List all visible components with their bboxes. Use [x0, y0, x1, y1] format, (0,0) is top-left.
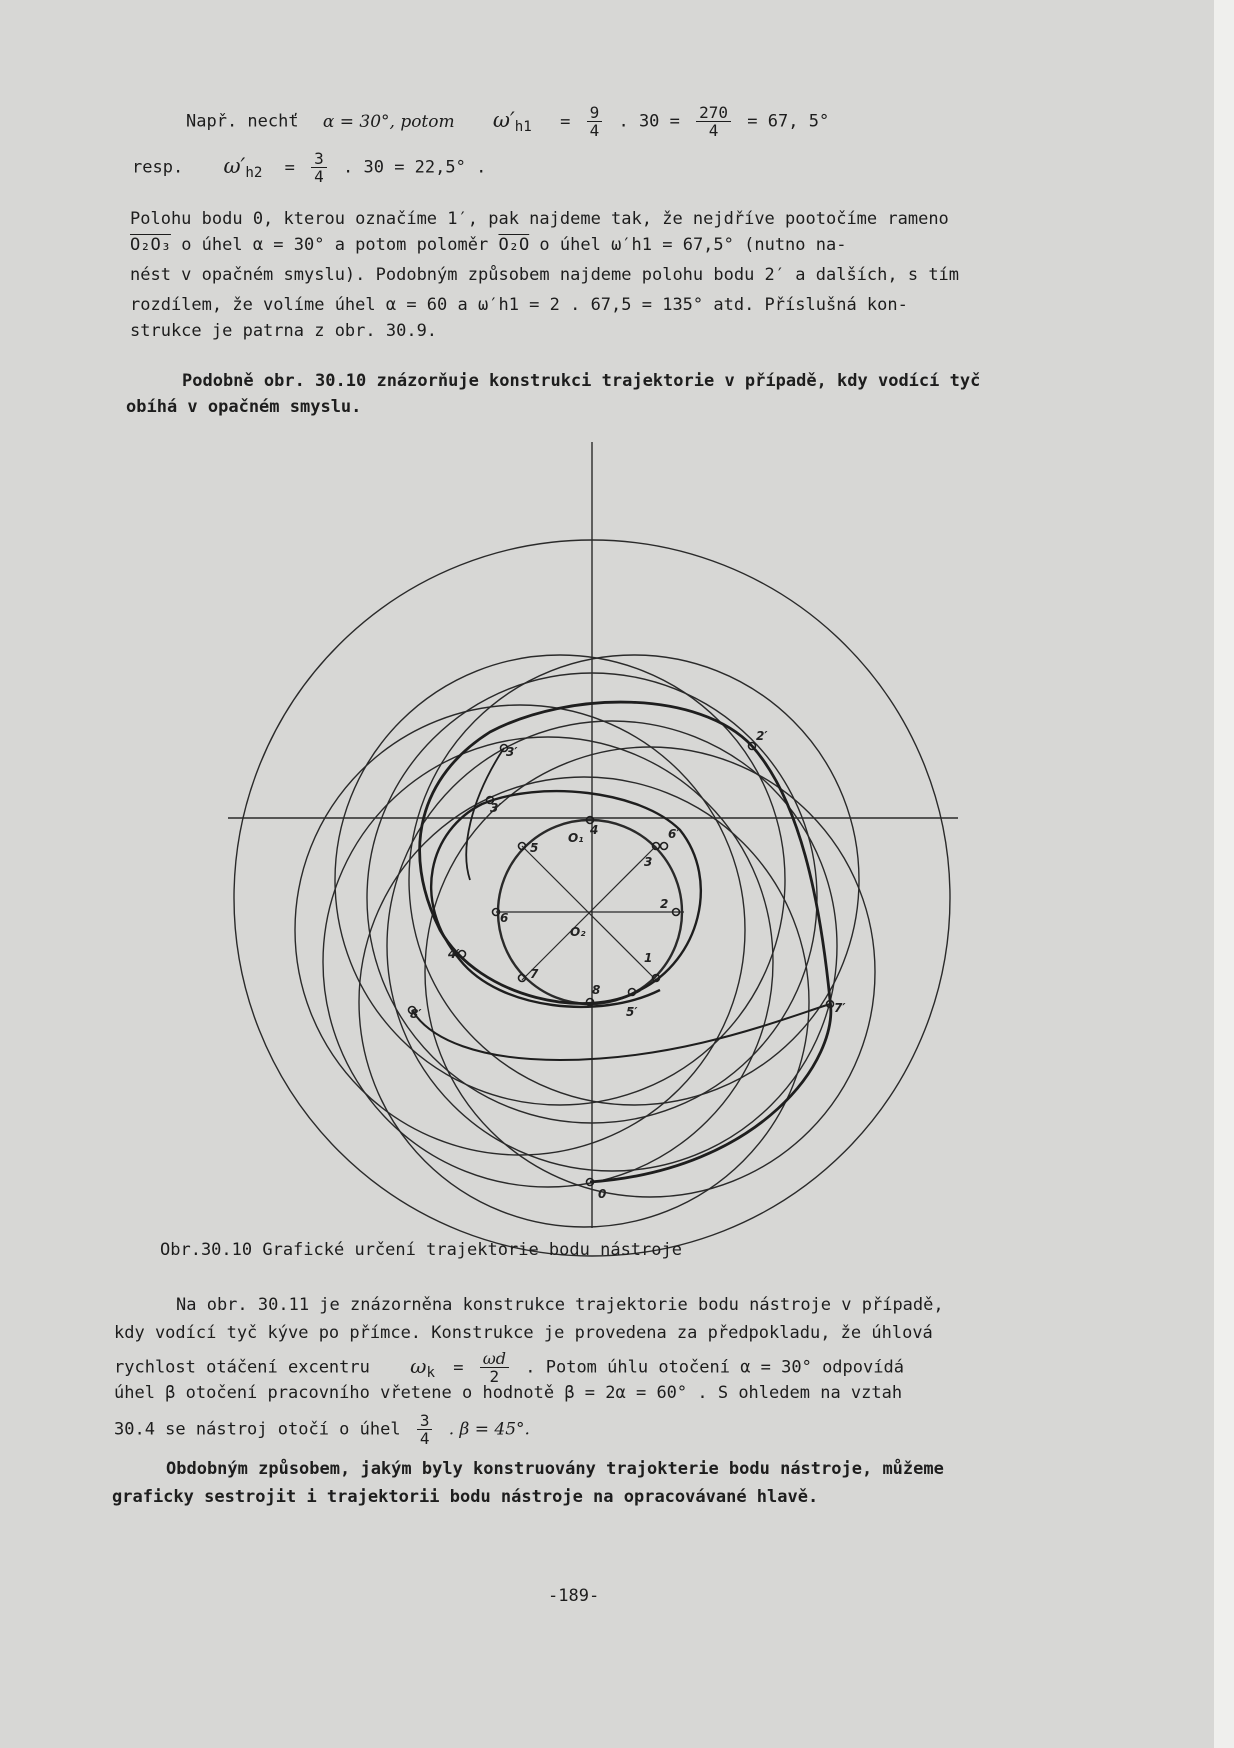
equals-sign: = [284, 157, 295, 178]
label-2-prime: 2′ [756, 729, 768, 743]
trajectory-curve [420, 702, 831, 1182]
label-2: 2 [660, 897, 669, 911]
label-7: 7 [530, 967, 539, 981]
label-3-prime: 3′ [506, 745, 518, 759]
label-8-prime: 8′ [410, 1007, 422, 1021]
omega-symbol: ω′ [223, 153, 246, 178]
label-3-prime-second: 3′ [490, 801, 502, 815]
text-segment: resp. [132, 157, 184, 178]
segment-o2o3: O₂O₃ [130, 235, 171, 255]
paragraph-3-line-4: úhel β otočení pracovního vřetene o hodnotě β = 2α = 60° . S ohledem na vztah [114, 1383, 903, 1403]
fraction-omega-d-2: $\frac{\omega d}{2}$ [480, 1350, 509, 1385]
figure-caption: Obr.30.10 Grafické určení trajektorie bodu nástroje [160, 1240, 682, 1260]
label-o2: O₂ [570, 925, 586, 939]
omega-symbol: ω′ [492, 107, 515, 132]
paragraph-1-line-1: Polohu bodu 0, kterou označíme 1′, pak najdeme tak, že nejdříve pootočíme rameno [130, 209, 949, 229]
label-7-prime: 7′ [834, 1001, 846, 1015]
page-number: -189- [548, 1586, 600, 1606]
paragraph-1-line-2: O₂O₃ o úhel α = 30° a potom poloměr O₂O o úhel ω′h1 = 67,5° (nutno na- [130, 235, 847, 255]
paragraph-2-line-2: obíhá v opačném smyslu. [126, 397, 362, 417]
fraction-3-4: $\frac{3}{4}$ [311, 150, 327, 185]
construction-circle [323, 737, 773, 1187]
subscript: h1 [514, 118, 532, 135]
text-segment: . 30 = 22,5° . [343, 157, 487, 178]
page-edge [1214, 0, 1234, 1748]
paragraph-3-line-5: 30.4 se nástroj otočí o úhel $\frac{3}{4}$ . β = 45°. [114, 1411, 530, 1448]
paragraph-4-line-1: Obdobným způsobem, jakým byly konstruovány trajokterie bodu nástroje, můžeme [166, 1459, 944, 1479]
label-4: 4 [590, 823, 599, 837]
label-6: 6 [500, 911, 509, 925]
point-marker [661, 843, 668, 850]
paragraph-2-line-1: Podobně obr. 30.10 znázorňuje konstrukci trajektorie v případě, kdy vodící tyč [182, 371, 981, 391]
text-segment: . 30 = [618, 111, 680, 132]
fraction-3-4: $\frac{3}{4}$ [417, 1412, 433, 1447]
label-8: 8 [592, 983, 601, 997]
label-6-prime: 6′ [668, 827, 680, 841]
label-4-prime: 4′ [448, 947, 460, 961]
label-1: 1 [644, 951, 653, 965]
paragraph-3-line-3: rychlost otáčení excentru $\omega_k$ = $\frac{\omega d}{2}$ . Potom úhlu otočení α = 30° odpovídá [114, 1349, 904, 1386]
label-5: 5 [530, 841, 539, 855]
text-segment: Např. nechť [186, 111, 299, 132]
label-o1: O₁ [568, 831, 584, 845]
paragraph-1-line-3: nést v opačném smyslu). Podobným způsobem najdeme polohu bodu 2′ a dalších, s tím [130, 265, 960, 285]
paragraph-3-line-2: kdy vodící tyč kýve po přímce. Konstrukce je provedena za předpokladu, že úhlová [114, 1323, 933, 1343]
label-3: 3 [644, 855, 653, 869]
paragraph-1-line-5: strukce je patrna z obr. 30.9. [130, 321, 438, 341]
subscript: h2 [245, 164, 263, 181]
paragraph-3-line-1: Na obr. 30.11 je znázorněna konstrukce trajektorie bodu nástroje v případě, [176, 1295, 944, 1315]
label-0: 0 [598, 1187, 607, 1201]
omega-symbol: ω [410, 1353, 427, 1378]
fraction-270-4: $\frac{270}{4}$ [696, 104, 731, 139]
paragraph-4-line-2: graficky sestrojit i trajektorii bodu nástroje na opracovávané hlavě. [112, 1487, 819, 1507]
alpha-expression: α = 30°, potom [322, 111, 455, 132]
equals-sign: = [560, 111, 571, 132]
segment-o2o: O₂O [498, 235, 530, 255]
paragraph-1-line-4: rozdílem, že volíme úhel α = 60 a ω′h1 = 2 . 67,5 = 135° atd. Příslušná kon- [130, 295, 908, 315]
fraction-9-4: $\frac{9}{4}$ [587, 104, 603, 139]
label-1-prime: 5′ [626, 1005, 638, 1019]
text-segment: = 67, 5° [747, 111, 830, 132]
